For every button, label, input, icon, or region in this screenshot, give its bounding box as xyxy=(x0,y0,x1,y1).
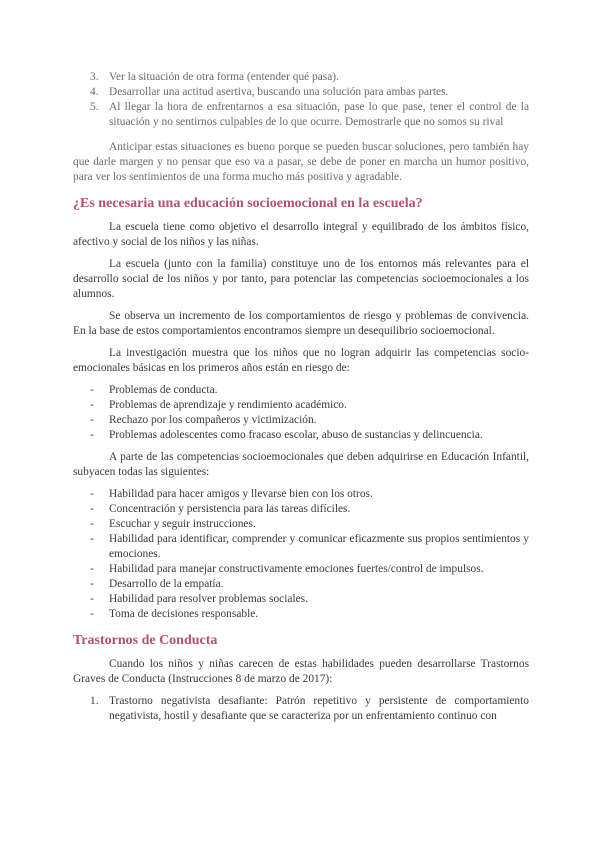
list-number: 1. xyxy=(90,695,99,707)
list-text: Habilidad para resolver problemas sociales. xyxy=(109,593,308,605)
skills-list xyxy=(73,487,529,622)
page-content xyxy=(73,70,529,724)
list-item: - Habilidad para identificar, comprender y comunicar eficazmente sus propios sentimientos y emociones. xyxy=(90,533,529,560)
paragraph: Cuando los niños y niñas carecen de estas habilidades pueden desarrollarse Trastornos Graves de Conducta (Instrucciones 8 de marzo de 2017): xyxy=(73,658,529,685)
list-item xyxy=(73,100,529,130)
paragraph: La investigación muestra que los niños que no logran adquirir las competencias socio-emocionales básicas en los primeros años están en riesgo de: xyxy=(73,347,529,374)
section-heading-socioemotional: ¿Es necesaria una educación socioemocional en la escuela? xyxy=(73,196,423,211)
list-text: Desarrollar una actitud asertiva, buscando una solución para ambas partes. xyxy=(109,86,449,98)
list-text: Habilidad para hacer amigos y llevarse bien con los otros. xyxy=(109,488,373,500)
paragraph: La escuela (junto con la familia) constituye uno de los entornos más relevantes para el desarrollo social de los niños y por tanto, para potenciar las competencias socioemocionales a los alumnos. xyxy=(73,258,529,300)
list-item: - Problemas de aprendizaje y rendimiento académico. xyxy=(90,399,347,411)
list-number: 3. xyxy=(90,71,99,83)
list-text: Habilidad para manejar constructivamente emociones fuertes/control de impulsos. xyxy=(109,563,484,575)
list-text: Toma de decisiones responsable. xyxy=(109,608,259,620)
list-item: - Habilidad para hacer amigos y llevarse bien con los otros. xyxy=(90,488,373,500)
list-item xyxy=(73,85,529,100)
list-text: Problemas de aprendizaje y rendimiento académico. xyxy=(109,399,347,411)
list-item: - Toma de decisiones responsable. xyxy=(90,608,259,620)
list-text: Ver la situación de otra forma (entender qué pasa). xyxy=(109,71,339,83)
numbered-list-disorders xyxy=(73,694,529,724)
numbered-list-top xyxy=(73,70,529,130)
list-item: - Rechazo por los compañeros y victimización. xyxy=(90,414,317,426)
list-text: Problemas adolescentes como fracaso escolar, abuso de sustancias y delincuencia. xyxy=(109,429,483,441)
list-text: Desarrollo de la empatía. xyxy=(109,578,224,590)
list-item: - Habilidad para resolver problemas sociales. xyxy=(90,593,308,605)
list-text: Escuchar y seguir instrucciones. xyxy=(109,518,256,530)
list-number: 4. xyxy=(90,86,99,98)
list-text: Rechazo por los compañeros y victimización. xyxy=(109,414,317,426)
list-item: - Problemas adolescentes como fracaso escolar, abuso de sustancias y delincuencia. xyxy=(90,429,483,441)
list-text: Al llegar la hora de enfrentarnos a esa situación, pase lo que pase, tener el control de la situación y no sentirnos culpables de lo que ocurre. Demostrarle que no somos su rival xyxy=(109,101,529,128)
list-item: - Problemas de conducta. xyxy=(90,384,218,396)
list-item: - Desarrollo de la empatía. xyxy=(90,578,224,590)
list-text: Problemas de conducta. xyxy=(109,384,218,396)
paragraph: A parte de las competencias socioemocionales que deben adquirirse en Educación Infantil, subyacen todas las siguientes: xyxy=(73,451,529,478)
risk-list xyxy=(73,383,529,443)
list-number: 5. xyxy=(90,101,99,113)
paragraph: La escuela tiene como objetivo el desarrollo integral y equilibrado de los ámbitos físico, afectivo y social de los niños y las niñas. xyxy=(73,221,529,248)
list-item xyxy=(73,694,529,724)
list-text: Concentración y persistencia para las tareas difíciles. xyxy=(109,503,351,515)
list-item: - Concentración y persistencia para las tareas difíciles. xyxy=(90,503,351,515)
intro-paragraph: Anticipar estas situaciones es bueno porque se pueden buscar soluciones, pero también hay que darle margen y no pensar que eso va a pasar, se debe de poner en marcha un humor positivo, para ver los sentimientos de una forma mucho más positiva y agradable. xyxy=(73,141,529,183)
section-heading-conduct-disorders: Trastornos de Conducta xyxy=(73,633,218,648)
list-item: - Escuchar y seguir instrucciones. xyxy=(90,518,256,530)
paragraph: Se observa un incremento de los comportamientos de riesgo y problemas de convivencia. En la base de estos comportamientos encontramos siempre un desequilibrio socioemocional. xyxy=(73,310,529,337)
list-text: Habilidad para identificar, comprender y comunicar eficazmente sus propios sentimientos y emociones. xyxy=(109,533,529,560)
list-text: Trastorno negativista desafiante: Patrón repetitivo y persistente de comportamiento negativista, hostil y desafiante que se caracteriza por un enfrentamiento continuo con xyxy=(109,695,529,722)
list-item: - Habilidad para manejar constructivamente emociones fuertes/control de impulsos. xyxy=(90,563,484,575)
list-item xyxy=(73,70,529,85)
